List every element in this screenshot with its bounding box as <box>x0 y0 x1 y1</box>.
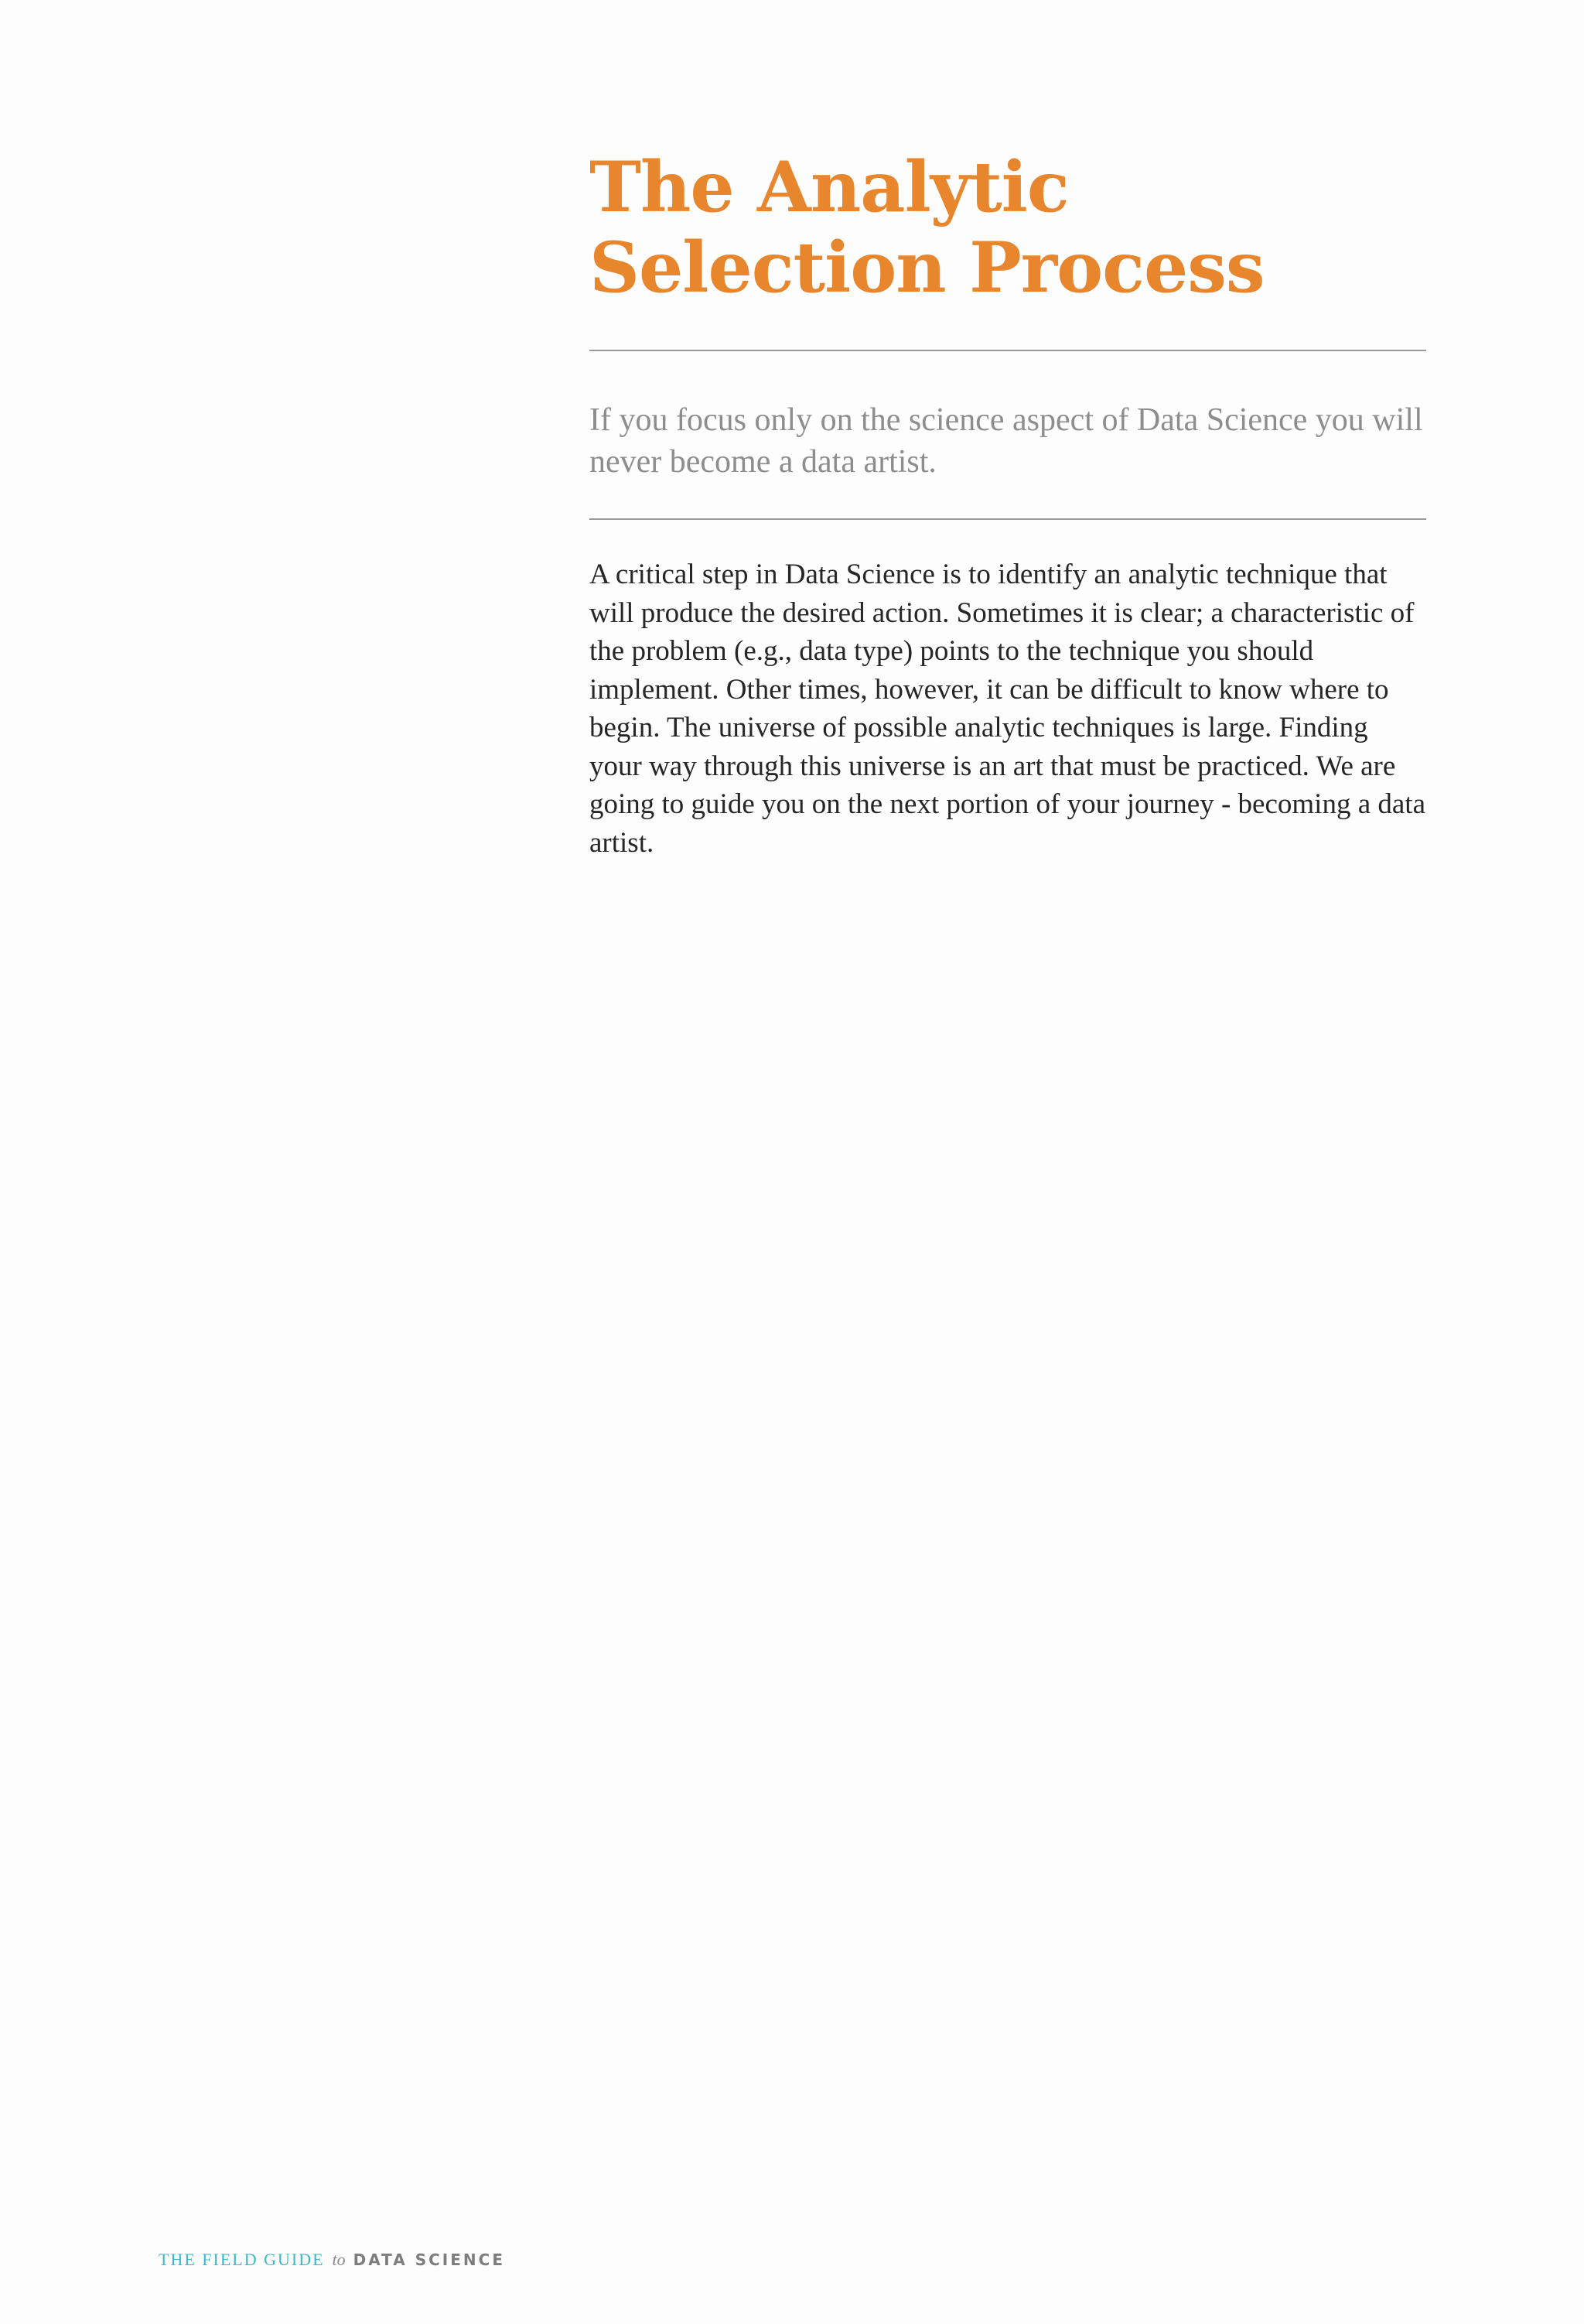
page-title <box>589 147 1426 308</box>
footer-field-guide: THE FIELD GUIDE <box>159 2250 325 2269</box>
title-line-2: Selection Process <box>589 227 1265 309</box>
page-footer <box>159 2248 505 2271</box>
footer-data-science: DATA SCIENCE <box>353 2251 505 2269</box>
body-paragraph: A critical step in Data Science is to identify an analytic technique that will produce the desired action. Sometimes it is clear; a characteristic of the problem (e.g., data type) points to the technique you should implement. Other times, however, it can be difficult to know where to begin. The universe of possible analytic techniques is large. Finding your way through this universe is an art that must be practiced. We are going to guide you on the next portion of your journey - becoming a data artist. <box>589 559 1425 859</box>
divider-top <box>589 350 1426 351</box>
title-line-1: The Analytic <box>589 146 1069 228</box>
pull-quote: If you focus only on the science aspect of Data Science you will never become a data artist. <box>589 402 1423 480</box>
footer-connector: to <box>332 2250 346 2269</box>
main-content <box>589 147 1426 862</box>
divider-middle <box>589 518 1426 520</box>
